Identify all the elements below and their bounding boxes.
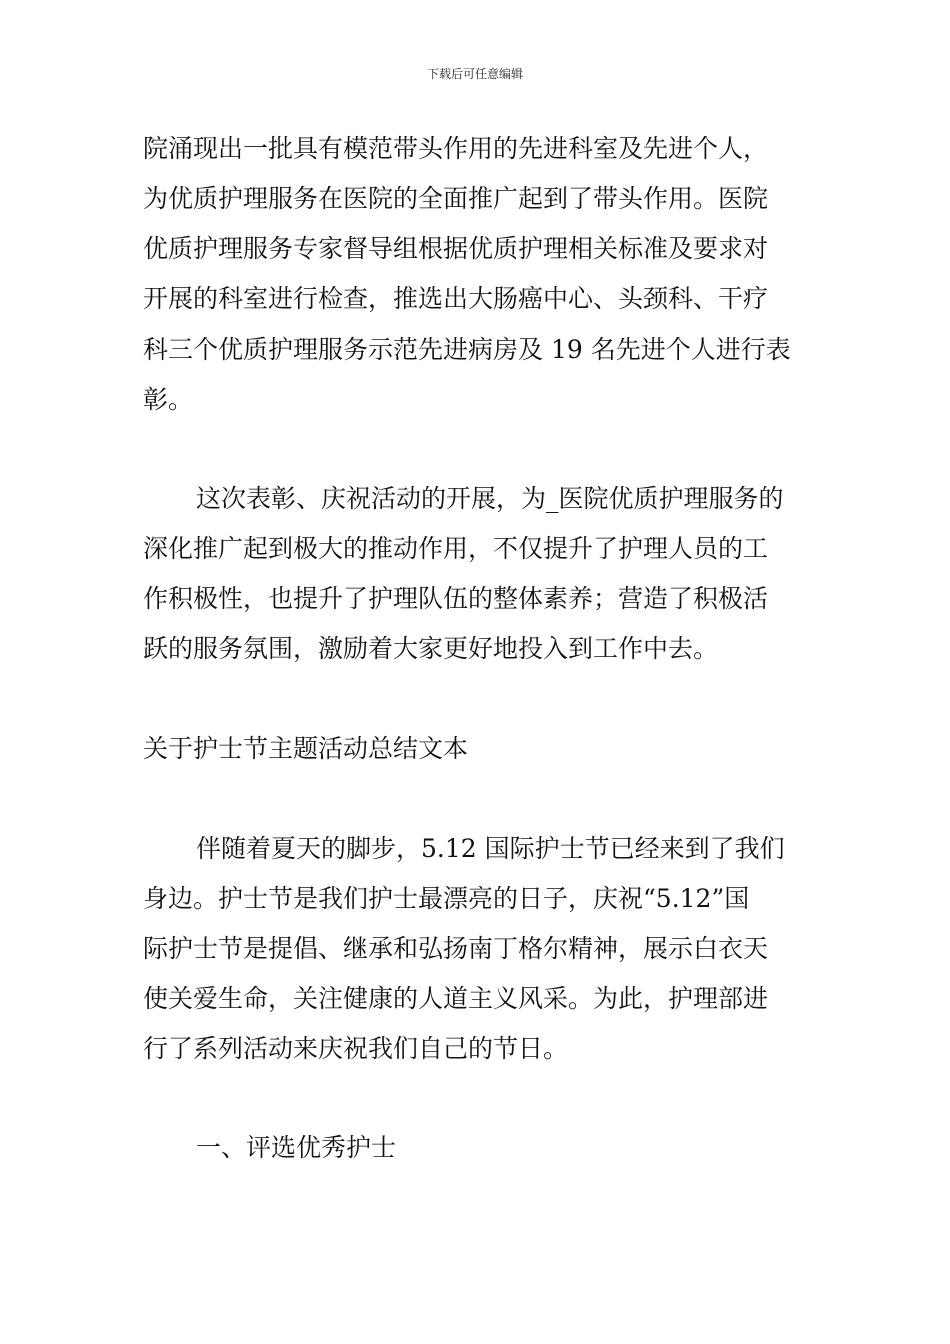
paragraph-3-line-4: 使关爱生命，关注健康的人道主义风采。为此，护理部进 [143,984,769,1013]
paragraph-3-line-5: 行了系列活动来庆祝我们自己的节日。 [143,1034,569,1063]
paragraph-3-line-3: 际护士节是提倡、继承和弘扬南丁格尔精神，展示白衣天 [143,934,769,963]
paragraph-1-line-5: 科三个优质护理服务示范先进病房及 19 名先进个人进行表 [143,335,791,364]
paragraph-3-line-1: 伴随着夏天的脚步，5.12 国际护士节已经来到了我们 [196,834,785,863]
section-heading: 关于护士节主题活动总结文本 [143,734,469,763]
paragraph-1-line-6: 彰。 [143,385,194,414]
paragraph-1-line-2: 为优质护理服务在医院的全面推广起到了带头作用。医院 [143,184,769,213]
subsection-heading: 一、评选优秀护士 [196,1133,397,1162]
paragraph-1-line-1: 院涌现出一批具有模范带头作用的先进科室及先进个人， [143,134,769,163]
paragraph-1-line-4: 开展的科室进行检查，推选出大肠癌中心、头颈科、干疗 [143,284,769,313]
paragraph-1-line-3: 优质护理服务专家督导组根据优质护理相关标准及要求对 [143,234,769,263]
paragraph-2-line-4: 跃的服务氛围，激励着大家更好地投入到工作中去。 [143,634,719,663]
paragraph-2-line-1: 这次表彰、庆祝活动的开展，为_医院优质护理服务的 [196,484,784,513]
paragraph-3-line-2: 身边。护士节是我们护士最漂亮的日子，庆祝“5.12”国 [143,884,750,913]
page-header: 下载后可任意编辑 [426,67,523,81]
paragraph-2-line-2: 深化推广起到极大的推动作用，不仅提升了护理人员的工 [143,534,769,563]
paragraph-2-line-3: 作积极性，也提升了护理队伍的整体素养；营造了积极活 [143,584,769,613]
